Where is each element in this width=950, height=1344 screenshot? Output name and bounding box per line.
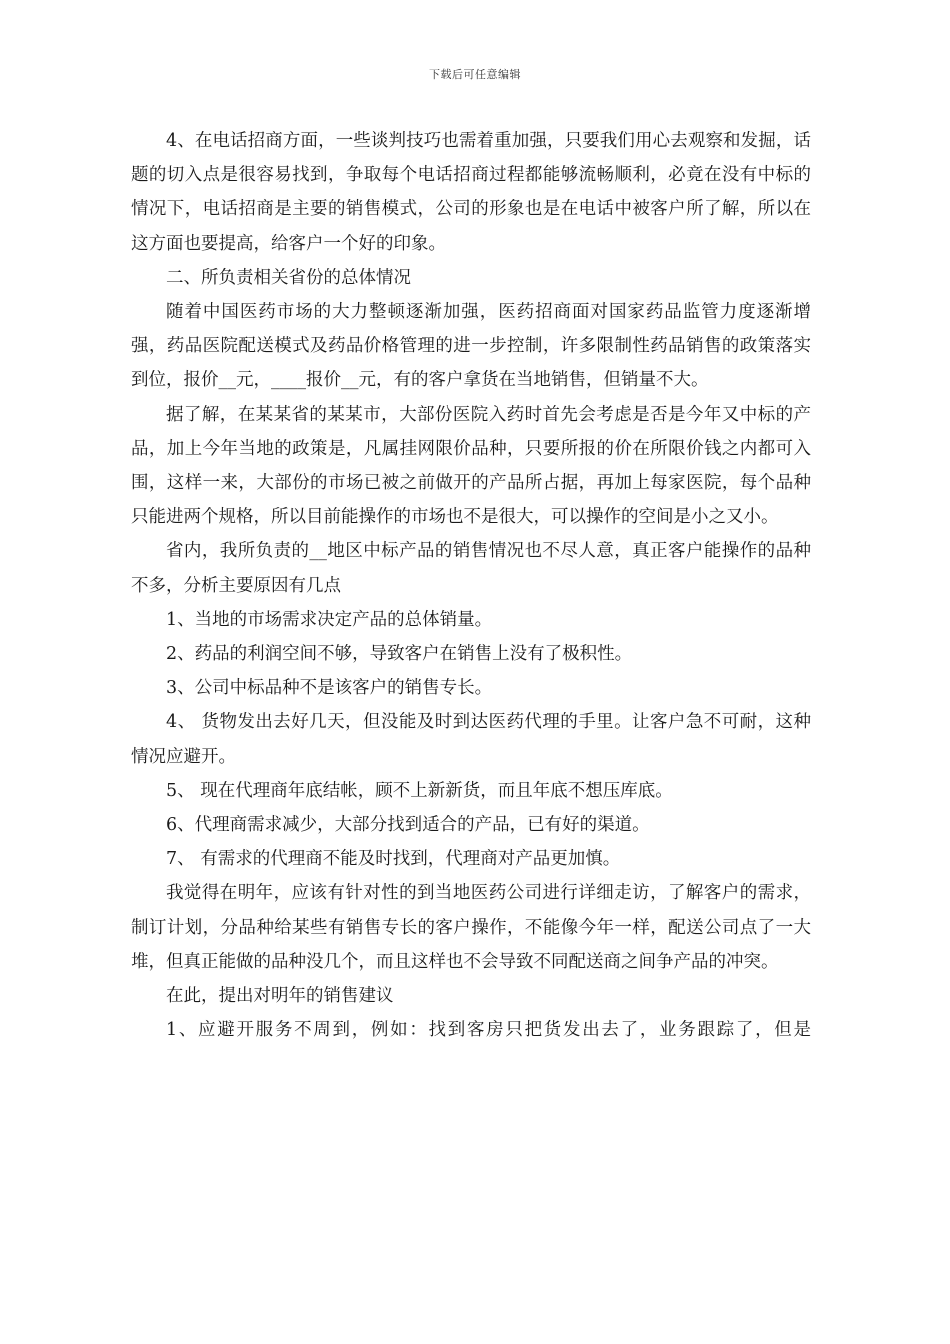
document-body [131, 124, 811, 1047]
paragraph-province-sales: 省内，我所负责的__地区中标产品的销售情况也不尽人意，真正客户能操作的品种不多，分析主要原因有几点 [131, 541, 811, 596]
list-item-reason-6: 6、代理商需求减少，大部分找到适合的产品，已有好的渠道。 [166, 815, 650, 836]
paragraph-city-hospitals: 据了解，在某某省的某某市，大部份医院入药时首先会考虑是否是今年又中标的产品，加上今年当地的政策是，凡属挂网限价品种，只要所报的价在所限价钱之内都可入围，这样一来，大部份的市场已被之前做开的产品所占据，再加上每家医院，每个品种只能进两个规格，所以目前能操作的市场也不是很大，可以操作的空间是小之又小。 [131, 404, 811, 528]
paragraph-suggestions-intro: 在此，提出对明年的销售建议 [166, 986, 394, 1007]
list-item-reason-3: 3、公司中标品种不是该客户的销售专长。 [166, 678, 493, 699]
paragraph-next-year-plan: 我觉得在明年，应该有针对性的到当地医药公司进行详细走访，了解客户的需求，制订计划，分品种给某些有销售专长的客户操作，不能像今年一样，配送公司点了一大堆，但真正能做的品种没几个，而且这样也不会导致不同配送商之间争产品的冲突。 [131, 883, 811, 972]
list-item-reason-4: 4、 货物发出去好几天，但没能及时到达医药代理的手里。让客户急不可耐，这种情况应避开。 [131, 712, 811, 767]
paragraph-market-regulation: 随着中国医药市场的大力整顿逐渐加强，医药招商面对国家药品监管力度逐渐增强，药品医院配送模式及药品价格管理的进一步控制，许多限制性药品销售的政策落实到位，报价__元，____报价__元，有的客户拿货在当地销售，但销量不大。 [131, 302, 811, 391]
section-heading-provinces: 二、所负责相关省份的总体情况 [166, 267, 411, 288]
paragraph-phone-negotiation: 4、在电话招商方面，一些谈判技巧也需着重加强，只要我们用心去观察和发掘，话题的切入点是很容易找到，争取每个电话招商过程都能够流畅顺利，必竟在没有中标的情况下，电话招商是主要的销售模式，公司的形象也是在电话中被客户所了解，所以在这方面也要提高，给客户一个好的印象。 [131, 131, 811, 254]
list-item-reason-5: 5、 现在代理商年底结帐，顾不上新新货，而且年底不想压库底。 [166, 780, 673, 801]
list-item-reason-7: 7、 有需求的代理商不能及时找到，代理商对产品更加慎。 [166, 849, 621, 870]
list-item-suggestion-1: 1、应避开服务不周到，例如：找到客房只把货发出去了，业务跟踪了，但是 [166, 1020, 811, 1041]
list-item-reason-2: 2、药品的利润空间不够，导致客户在销售上没有了极积性。 [166, 644, 633, 665]
list-item-reason-1: 1、当地的市场需求决定产品的总体销量。 [166, 609, 493, 630]
page-header: 下载后可任意编辑 [429, 68, 521, 81]
